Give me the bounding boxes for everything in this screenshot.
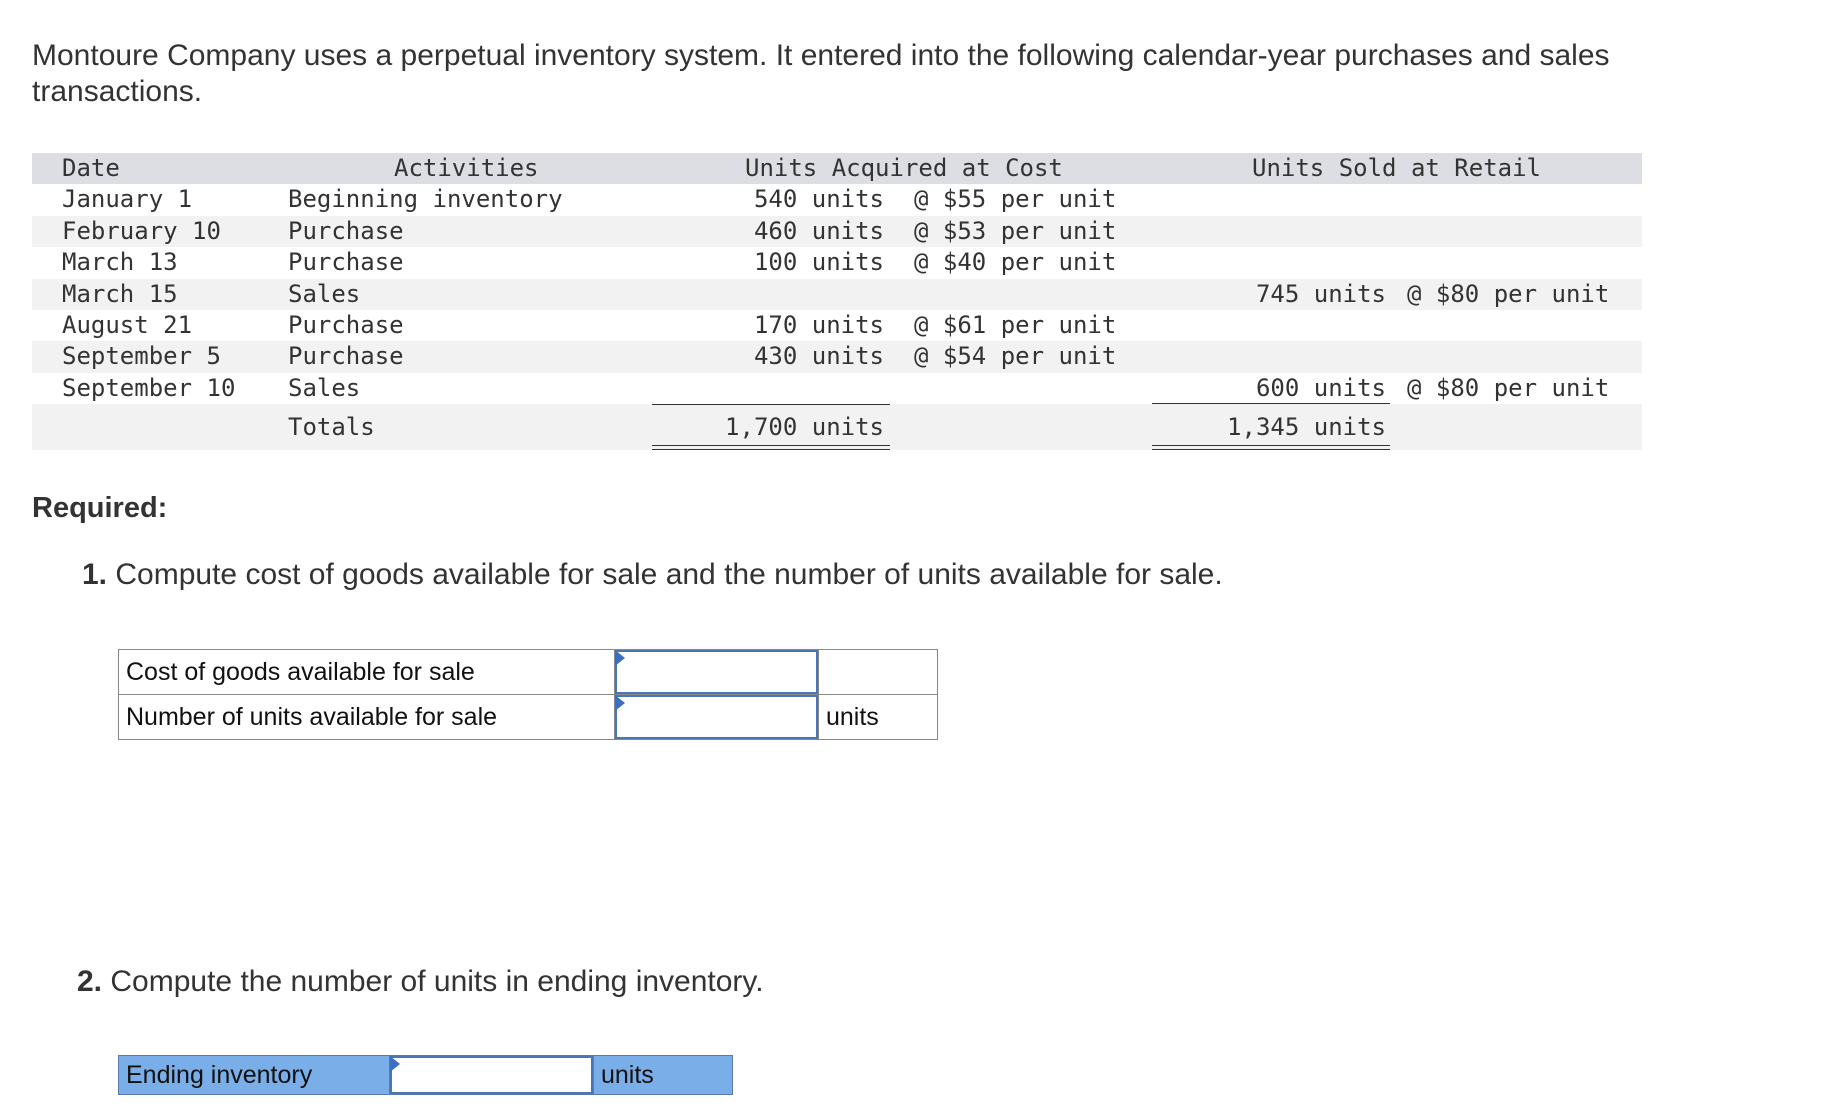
row-date: September 5 [62,342,221,371]
row-activity: Purchase [288,310,404,339]
row-sold-price: @ $80 per unit [1407,373,1610,402]
answer-row-units [119,695,938,740]
cost-available-input[interactable] [617,652,816,692]
question-1-text: Compute cost of goods available for sale and the number of units available for sale. [115,558,1223,591]
row-cost: @ $40 per unit [914,248,1117,277]
table-row [32,373,1642,404]
row-date: August 21 [62,310,193,339]
answer-row-cost [119,650,938,695]
totals-acquired: 1,700 units [725,413,884,442]
question-2-number: 2. [77,965,103,998]
row-date: January 1 [62,185,193,214]
row-date: March 15 [62,279,178,308]
question-1 [82,558,1223,592]
input-flag-icon [390,1056,400,1072]
cost-available-unit [819,650,938,695]
input-flag-icon [615,650,625,666]
cost-available-input-box [615,650,818,694]
units-available-unit: units [819,695,938,740]
table-row [32,341,1642,372]
acquired-double-rule [652,445,890,450]
header-date: Date [62,154,120,182]
row-units: 430 units [753,342,884,371]
row-activity: Sales [288,279,361,308]
units-available-cell [615,695,819,740]
ending-inventory-input[interactable] [392,1058,591,1092]
inventory-table [32,153,1642,450]
row-activity: Beginning inventory [288,185,563,214]
row-cost: @ $61 per unit [914,310,1117,339]
question-2-text: Compute the number of units in ending inventory. [110,965,764,998]
row-sold-price: @ $80 per unit [1407,279,1610,308]
required-heading: Required: [32,492,168,524]
units-available-input[interactable] [617,697,816,737]
row-cost: @ $53 per unit [914,216,1117,245]
header-units-sold: Units Sold at Retail [1252,154,1541,182]
answer-table-2 [118,1055,733,1095]
row-units: 460 units [753,216,884,245]
row-cost: @ $55 per unit [914,185,1117,214]
units-available-label: Number of units available for sale [119,695,615,740]
row-units: 100 units [753,248,884,277]
totals-row [32,404,1642,450]
row-activity: Sales [288,373,361,402]
row-activity: Purchase [288,248,404,277]
ending-inventory-cell [390,1056,594,1095]
cost-available-label: Cost of goods available for sale [119,650,615,695]
units-available-input-box [615,695,818,739]
header-units-acquired: Units Acquired at Cost [745,154,1063,182]
row-activity: Purchase [288,342,404,371]
question-1-number: 1. [82,558,108,591]
table-row [32,247,1642,278]
question-2 [77,965,764,999]
answer-row-ending-inventory [119,1056,733,1095]
row-date: March 13 [62,248,178,277]
sold-double-rule [1152,445,1390,450]
table-row [32,184,1642,215]
table-row [32,310,1642,341]
table-row [32,216,1642,247]
row-sold-units: 600 units [1255,373,1386,402]
row-units: 170 units [753,310,884,339]
ending-inventory-input-box [390,1056,593,1094]
row-cost: @ $54 per unit [914,342,1117,371]
ending-inventory-unit: units [594,1056,733,1095]
row-sold-units: 745 units [1255,279,1386,308]
answer-table-1 [118,649,938,740]
row-activity: Purchase [288,216,404,245]
totals-sold: 1,345 units [1227,413,1386,442]
table-row [32,279,1642,310]
header-activities: Activities [394,154,539,182]
cost-available-cell [615,650,819,695]
ending-inventory-label: Ending inventory [119,1056,390,1095]
input-flag-icon [615,695,625,711]
row-date: September 10 [62,373,236,402]
row-units: 540 units [753,185,884,214]
problem-intro: Montoure Company uses a perpetual inventory system. It entered into the following calendar-year purchases and sales transactions. [32,39,1610,108]
table-header-row [32,153,1642,184]
totals-label: Totals [288,413,375,442]
row-date: February 10 [62,216,221,245]
